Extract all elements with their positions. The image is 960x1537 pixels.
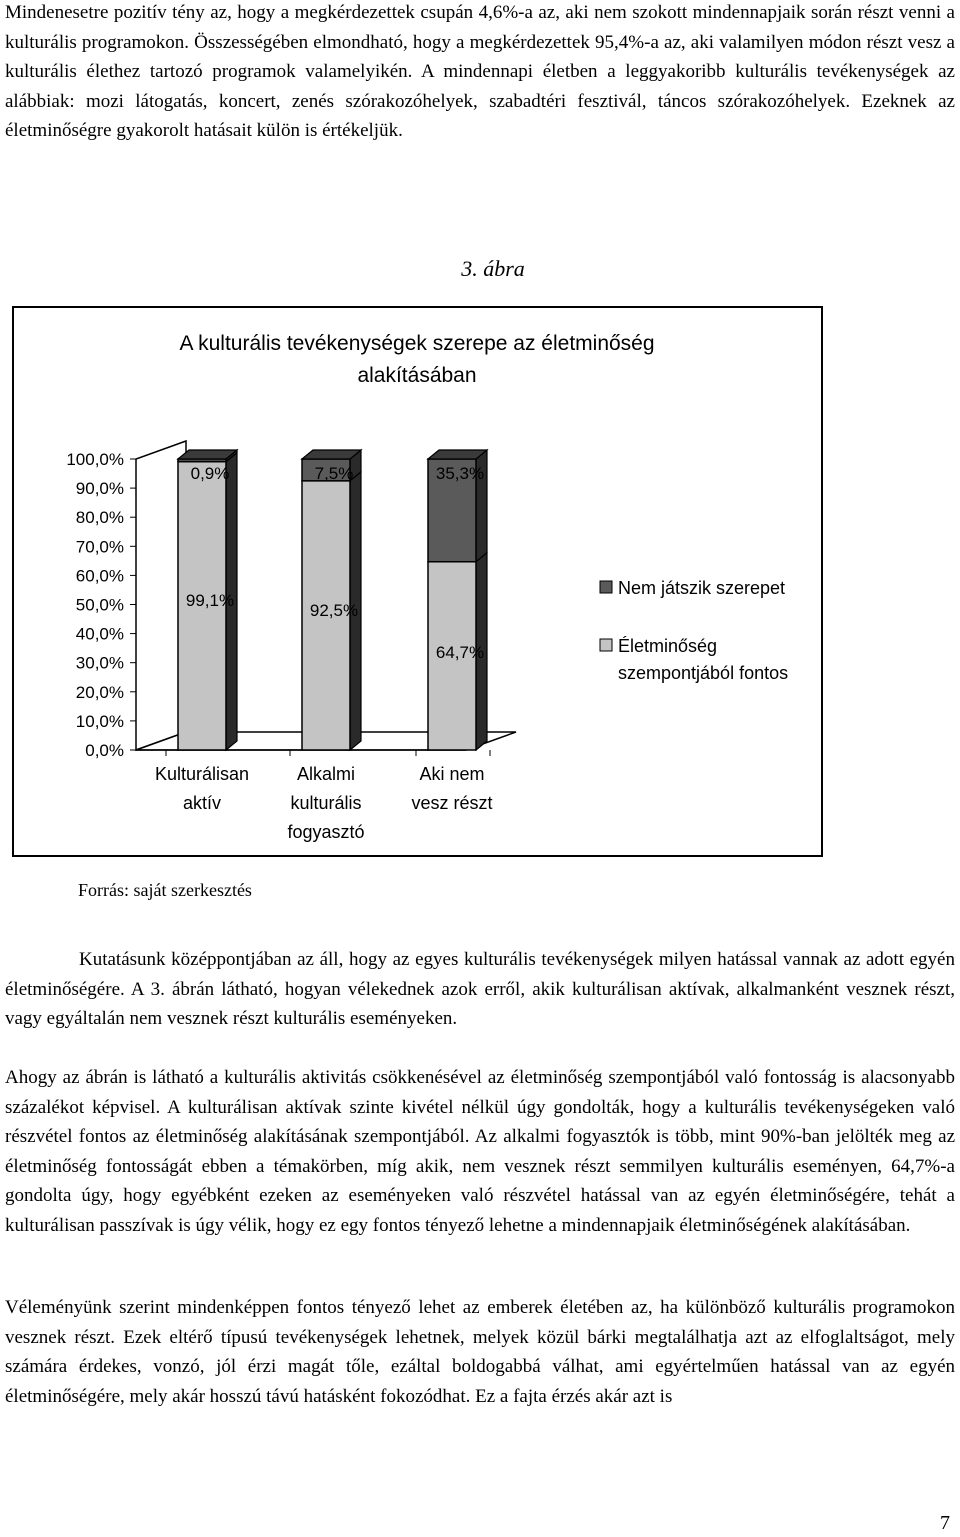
y-tick-label: 60,0% xyxy=(75,566,124,586)
y-tick-label: 30,0% xyxy=(75,653,124,673)
intro-paragraph: Mindenesetre pozitív tény az, hogy a megkérdezettek csupán 4,6%-a az, aki nem szokott mindennapjaik során részt venni a kulturális programokon. Összességében elmondható, hogy a megkérdezettek 95,4%-a az, aki valamilyen módon részt vesz a kulturális élethez tartozó programok valamelyikén. A mindennapi életben a leggyakoribb kulturális tevékenységek az alábbiak: mozi látogatás, koncert, zenés szórakozóhelyek, szabadtéri fesztivál, táncos szórakozóhelyek. Ezeknek az életminőségre gyakorolt hatásait külön is értékeljük. xyxy=(5,2,955,141)
bar-top-face xyxy=(302,450,361,459)
y-tick-label: 90,0% xyxy=(75,479,124,499)
legend-label: szempontjából fontos xyxy=(618,663,789,683)
x-category-label: kulturális xyxy=(290,793,362,813)
legend-swatch xyxy=(600,639,612,651)
y-tick-label: 20,0% xyxy=(75,682,124,702)
source-note: Forrás: saját szerkesztés xyxy=(78,880,252,900)
bar-top-face xyxy=(428,450,487,459)
data-label: 35,3% xyxy=(435,464,485,483)
legend-label: Életminőség xyxy=(618,636,718,656)
y-tick-label: 40,0% xyxy=(75,624,124,644)
x-category-label: vesz részt xyxy=(411,793,493,813)
legend-label: Nem játszik szerepet xyxy=(618,578,786,598)
figure-label: 3. ábra xyxy=(461,256,525,281)
chart-frame xyxy=(12,306,823,857)
x-category-label: Kulturálisan xyxy=(154,764,250,784)
page-number: 7 xyxy=(940,1512,950,1534)
body-paragraph-3: Véleményünk szerint mindenképpen fontos tényező lehet az emberek életében az, ha különböző kulturális programokon vesznek részt. Ezek eltérő típusú tevékenységek lehetnek, melyek közül bárki megtalálhatja azt az elfoglaltságot, mely számára érdekes, vonzó, jól érzi magát tőle, ezáltal boldogabbá válhat, ami egyértelműen hatással van az egyén életminőségére, mely akár hosszú távú hatásként fokozódhat. Ez a fajta érzés akár azt is xyxy=(5,1297,955,1407)
y-tick-label: 10,0% xyxy=(75,711,124,731)
chart-title-line-2: alakításában xyxy=(357,364,477,387)
body-paragraph-1: Kutatásunk középpontjában az áll, hogy az egyes kulturális tevékenységek milyen hatással vannak az adott egyén életminőségére. A 3. ábrán látható, hogyan vélekednek azok erről, akik kulturálisan aktívak, alkalmanként vesznek részt, vagy egyáltalán nem vesznek részt kulturális eseményeken. xyxy=(5,949,955,1029)
body-paragraph-2: Ahogy az ábrán is látható a kulturális aktivitás csökkenésével az életminőség szempontjából való fontosság is alacsonyabb százalékot képvisel. A kulturálisan aktívak szinte kivétel nélkül úgy gondolták, hogy a kulturális tevékenységeken való részvétel fontos az életminőség alakításának szempontjából. Az alkalmi fogyasztók is több, mint 90%-ban jelölték meg az életminőség fontosságát ebben a témakörben, míg akik, nem vesznek részt semmilyen kulturális eseményen, 64,7%-a gondolta úgy, hogy egyébként ezeken az eseményeken való részvétel hatással van az egyén életminőségére, tehát a kulturálisan passzívak is úgy vélik, hogy ez egy fontos tényező lehetne a mindennapjaik életminőségének alakításában. xyxy=(5,1067,955,1236)
x-category-label: Alkalmi xyxy=(296,764,356,784)
y-tick-label: 0,0% xyxy=(85,741,124,760)
y-tick-label: 70,0% xyxy=(75,537,124,557)
data-label: 99,1% xyxy=(185,591,235,611)
data-label: 64,7% xyxy=(435,643,485,663)
y-tick-label: 50,0% xyxy=(75,595,124,615)
bar-top-face xyxy=(178,450,237,459)
y-tick-label: 80,0% xyxy=(75,508,124,528)
stacked-bar-chart xyxy=(14,308,821,855)
x-category-label: aktív xyxy=(182,793,222,813)
data-label: 92,5% xyxy=(309,601,359,621)
data-label: 0,9% xyxy=(190,464,230,483)
data-label: 7,5% xyxy=(314,464,354,483)
chart-title-line-1: A kulturális tevékenységek szerepe az életminőség xyxy=(179,332,655,355)
x-category-label: fogyasztó xyxy=(287,822,365,842)
legend-swatch xyxy=(600,581,612,593)
y-tick-label: 100,0% xyxy=(66,450,124,469)
x-category-label: Aki nem xyxy=(419,764,485,784)
